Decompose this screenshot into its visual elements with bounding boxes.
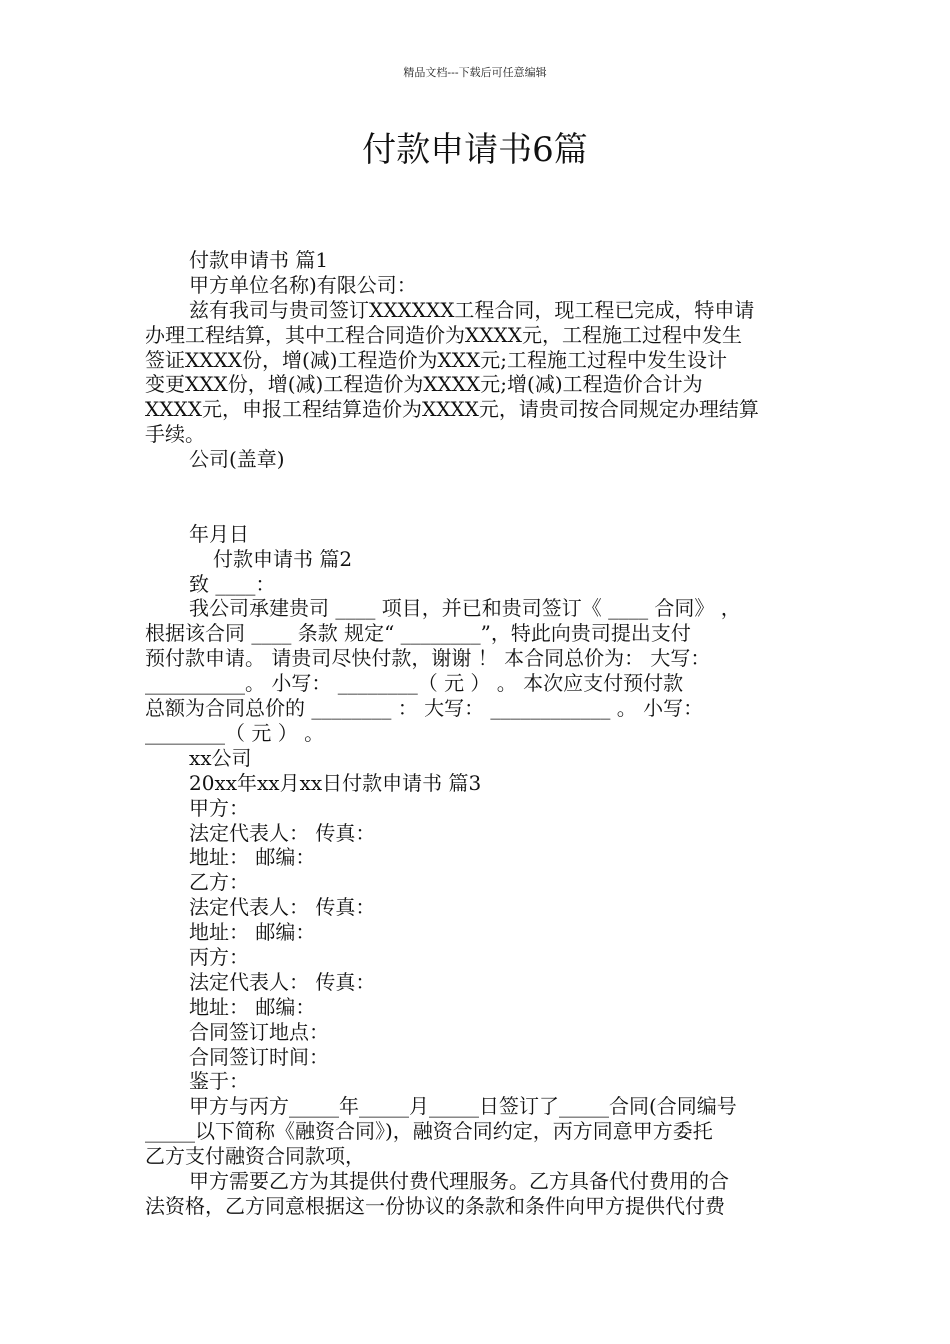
paragraph-line: 根据该合同 ____ 条款 规定“ ________”，特此向贵司提出支付 (145, 621, 691, 646)
paragraph-line: 付款申请书 篇2 (213, 546, 353, 571)
paragraph-line: 手续。 (145, 422, 205, 447)
paragraph-line: 地址： 邮编： (189, 845, 316, 870)
paragraph-line: 预付款申请。 请贵司尽快付款，谢谢 ！ 本合同总价为： 大写： (145, 646, 711, 671)
paragraph-line: 变更XXX份，增(减)工程造价为XXXX元;增(减)工程造价合计为 (145, 372, 703, 397)
paragraph-line: 签证XXXX份，增(减)工程造价为XXX元;工程施工过程中发生设计 (145, 347, 728, 372)
paragraph-line: 乙方： (189, 870, 249, 895)
paragraph-line: 甲方： (189, 795, 249, 820)
paragraph-line: 法定代表人： 传真： (189, 895, 376, 920)
paragraph-line: 20xx年xx月xx日付款申请书 篇3 (189, 770, 482, 795)
paragraph-line: 乙方支付融资合同款项， (145, 1144, 365, 1169)
paragraph-line: 总额为合同总价的 ________ ： 大写： ____________ 。 小写： (145, 696, 704, 721)
paragraph-line: 丙方： (189, 944, 249, 969)
paragraph-line: 年月日 (189, 521, 249, 546)
paragraph-line: 甲方需要乙方为其提供付费代理服务。乙方具备代付费用的合 (189, 1168, 729, 1193)
paragraph-line: 鉴于： (189, 1069, 249, 1094)
paragraph-line: 办理工程结算，其中工程合同造价为XXXX元，工程施工过程中发生 (145, 322, 742, 347)
paragraph-line: 兹有我司与贵司签订XXXXXX工程合同，现工程已完成，特申请 (189, 297, 755, 322)
paragraph-line: 合同签订时间： (189, 1044, 329, 1069)
paragraph-line: ________（ 元 ） 。 (145, 720, 325, 745)
paragraph-line: 法定代表人： 传真： (189, 820, 376, 845)
document-title: 付款申请书6篇 (362, 130, 588, 170)
paragraph-line: XXXX元，申报工程结算造价为XXXX元，请贵司按合同规定办理结算 (145, 397, 759, 422)
header-note: 精品文档---下载后可任意编辑 (403, 66, 547, 79)
paragraph-line: 法资格，乙方同意根据这一份协议的条款和条件向甲方提供代付费 (145, 1193, 725, 1218)
paragraph-line: 法定代表人： 传真： (189, 969, 376, 994)
paragraph-line: 地址： 邮编： (189, 920, 316, 945)
paragraph-gap (145, 472, 807, 522)
paragraph-line: _____以下简称《融资合同》)，融资合同约定，丙方同意甲方委托 (145, 1119, 713, 1144)
paragraph-line: 致 ____： (189, 571, 276, 596)
paragraph-line: 合同签订地点： (189, 1019, 329, 1044)
paragraph-line: __________。 小写： ________（ 元 ） 。 本次应支付预付款 (145, 671, 684, 696)
document-body (145, 248, 807, 1219)
paragraph-line: 公司(盖章) (189, 447, 285, 472)
paragraph-line: 我公司承建贵司 ____ 项目，并已和贵司签订《 ____ 合同》 ， (189, 596, 741, 621)
paragraph-line: 甲方单位名称)有限公司： (189, 272, 417, 297)
paragraph-line: xx公司 (189, 745, 252, 770)
paragraph-line: 地址： 邮编： (189, 994, 316, 1019)
paragraph-line: 甲方与丙方_____年_____月_____日签订了_____合同(合同编号 (189, 1094, 737, 1119)
paragraph-line: 付款申请书 篇1 (189, 248, 329, 272)
